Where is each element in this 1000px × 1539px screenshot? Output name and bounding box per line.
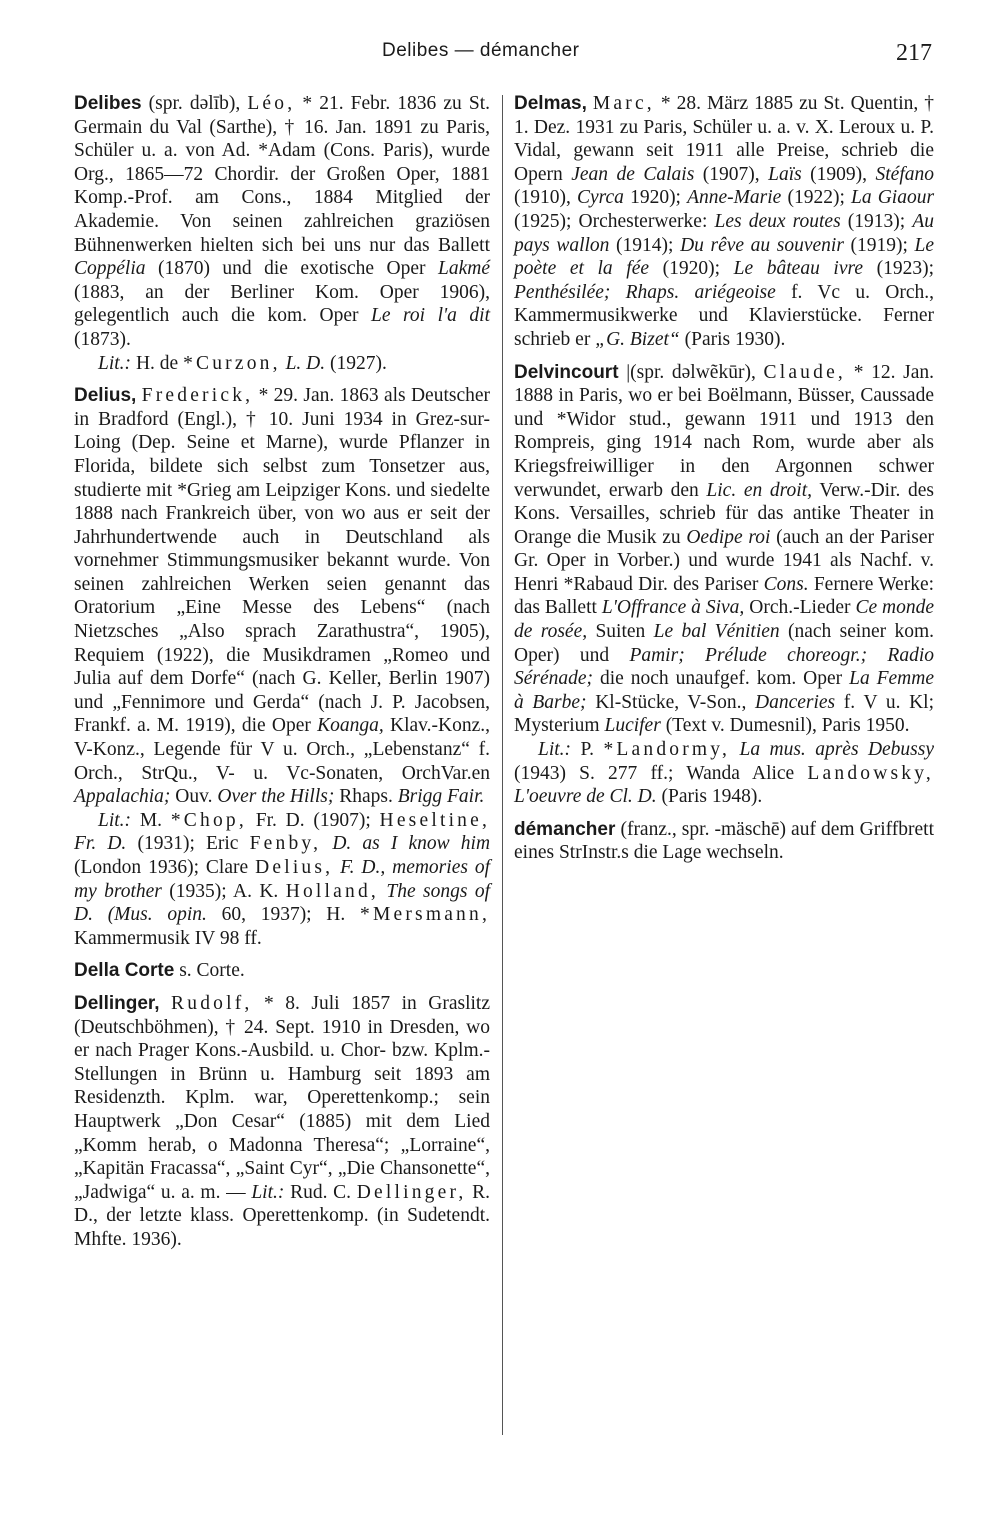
lit-text: (1927).: [330, 352, 387, 374]
right-column: [514, 92, 934, 874]
entry-della-corte: [74, 959, 490, 983]
work-title: Oedipe roi: [686, 526, 771, 548]
entry-text: Orch.-Lieder: [749, 597, 851, 619]
entry-text: (1909),: [810, 163, 868, 185]
lit-text: (London 1936); Clare: [74, 857, 249, 878]
work-title: Coppélia: [74, 258, 146, 280]
work-title: Anne-Marie: [687, 187, 782, 209]
entry-text: (1925); Orchesterwerke:: [514, 210, 708, 232]
literature: [74, 809, 490, 951]
work-title: Stéfano: [875, 163, 935, 185]
page-header: [0, 40, 1000, 76]
work-title: Cyrca: [577, 187, 624, 209]
lit-text: (1943) S. 277 ff.; Wanda Alice: [514, 762, 795, 784]
work-title: Du rêve au souvenir: [680, 234, 844, 256]
lit-work: L. D.: [285, 352, 326, 374]
work-title: Lic. en droit,: [706, 479, 812, 501]
headword: Della Corte: [74, 960, 175, 982]
entry-body: [514, 92, 934, 352]
headword: Dellinger,: [74, 992, 160, 1014]
entry-delibes: [74, 92, 490, 375]
entry-text: (franz., spr. -mäschē) auf dem Griffbrett eines StrInstr.s die Lage wechseln.: [514, 818, 935, 864]
work-title: Cons.: [763, 573, 809, 595]
entry-text: (1920);: [662, 258, 721, 280]
running-title: Delibes — démancher: [382, 40, 580, 61]
first-name: Frederick,: [141, 385, 254, 407]
entry-delius: [74, 384, 490, 950]
entry-delmas: [514, 92, 934, 352]
lit-text: R. D., der letzte klass. Operettenkomp. (in Sudetendt. Mhfte. 1936).: [74, 1181, 491, 1250]
work-title: Le bâteau ivre: [733, 258, 864, 280]
first-name: Rudolf,: [171, 992, 253, 1014]
work-title: Au pays wallon: [514, 210, 934, 256]
headword: Delius,: [74, 385, 137, 407]
page-number: 217: [896, 40, 932, 66]
work-title: Brigg Fair.: [397, 786, 485, 808]
lit-author: Landowsky,: [807, 762, 935, 784]
entry-body: [74, 959, 490, 983]
entry-text: (1883, an der Berliner Kom. Oper 1906), gelegentlich auch die kom. Oper: [74, 281, 490, 327]
lit-author: Holland,: [285, 880, 380, 902]
lit-text: (Paris 1948).: [661, 786, 763, 808]
lit-text: 60, 1937); H.: [221, 904, 346, 926]
lit-work: The songs of D.: [74, 880, 491, 926]
headword: Delvincourt: [514, 361, 619, 383]
work-title: Laïs: [768, 163, 802, 185]
lit-text: Fr. D. (1907);: [255, 809, 371, 831]
entry-text: Fernere Werke: das Ballett: [514, 573, 935, 619]
work-title: Les deux routes: [714, 210, 841, 232]
entry-text: Rhaps.: [339, 786, 393, 808]
headword: Delmas,: [514, 93, 587, 114]
work-title: L'Offrance à Siva,: [601, 597, 745, 619]
entry-text: * 21. Febr. 1836 zu St. Germain du Val (Sarthe), † 16. Jan. 1891 zu Paris, Schüler u. a. von Ad. *Adam (Cons. Paris), wurde Org., 1865—72 Chordir. der Großen Oper, 1881 Komp.-Prof. am Cons., 1884 Mitglied der Akademie. Von seinen zahlreichen graziösen Bühnenwerken hielten sich bei uns nur das Ballett: [74, 93, 490, 256]
lit-text: H. de: [135, 352, 179, 374]
entry-text: (1873).: [74, 328, 131, 350]
entry-body: [514, 818, 934, 865]
entry-delvincourt: [514, 361, 934, 809]
entry-text: f. Vc u. Orch., Kammermusikwerke und Klavierstücke. Ferner schrieb er: [514, 281, 934, 350]
entry-text: (1922);: [787, 187, 845, 209]
entry-body: [74, 992, 490, 1252]
entry-text: * 8. Juli 1857 in Graslitz (Deutschböhmen), † 24. Sept. 1910 in Dresden, wo er nach Prager Kons.-Ausbild. u. Chor- bzw. Kplm.-Stellungen in Brünn u. Hamburg seit 1893 am Residenzth. Kplm. war, Operettenkomp.; sein Hauptwerk „Don Cesar“ (1885) mit dem Lied „Komm herab, o Madonna Theresa“; „Lorraine“, „Kapitän Fracassa“, „Saint Cyr“, „Die Chansonette“, „Jadwiga“ u. a. m. —: [74, 992, 491, 1203]
lit-work: F. D., memories of my brother: [74, 857, 491, 902]
entry-text: (1913);: [847, 210, 906, 232]
entry-body: [74, 384, 490, 809]
work-title: Over the Hills;: [217, 786, 335, 808]
lit-label: Lit.:: [251, 1181, 285, 1203]
entry-text: (1923);: [876, 258, 935, 280]
entry-text: (1914);: [616, 234, 674, 256]
left-column: [74, 92, 490, 1261]
entry-text: Klav.-Konz., V-Konz., Legende für V u. Orch., „Lebenstanz“ f. Orch., StrQu., V- u. Vc-Sonaten, OrchVar.en: [74, 715, 491, 784]
entry-body: [74, 92, 490, 352]
lit-label: Lit.:: [538, 739, 572, 761]
entry-text: f. V u. Kl; Mysterium: [514, 691, 935, 737]
work-title: Jean de Calais: [571, 163, 695, 185]
lit-author: *Mersmann,: [360, 904, 491, 926]
headword: Delibes: [74, 93, 142, 114]
entry-text: (auch an der Pariser Gr. Oper in Vorber.) und wurde 1941 als Nachf. v. Henri *Rabaud Dir. des Pariser: [514, 526, 935, 595]
entry-text: (1919);: [850, 234, 908, 256]
lit-work: L'oeuvre de Cl. D.: [514, 786, 657, 808]
work-title: Lakmé: [438, 258, 490, 280]
lit-work: Fr. D.: [74, 833, 127, 855]
work-title: Penthésilée; Rhaps. ariégeoise: [514, 281, 776, 303]
pronunciation: |(spr. dəlwẽkūr),: [626, 361, 756, 383]
lit-work: La mus. après Debussy: [739, 739, 935, 761]
lit-text: (1931); Eric: [137, 833, 239, 855]
entry-text: 1920);: [630, 187, 681, 209]
entry-text: (Paris 1930).: [684, 328, 786, 350]
lit-text: P.: [580, 739, 595, 761]
first-name: Claude,: [763, 361, 847, 383]
column-divider: [502, 95, 503, 1435]
work-title: „G. Bizet“: [595, 328, 680, 350]
entry-text: (nach seiner kom. Oper) und: [514, 621, 935, 666]
lit-author: *Chop,: [170, 809, 247, 831]
work-title: La Giaour: [850, 187, 935, 209]
first-name: Marc,: [592, 93, 655, 114]
first-name: Léo,: [247, 93, 296, 114]
lit-author: Dellinger,: [356, 1181, 467, 1203]
work-title: Danceries: [754, 691, 836, 713]
work-title: Le poète et la fée: [514, 234, 935, 280]
lit-label: Lit.:: [98, 809, 132, 831]
lit-author: Heseltine,: [379, 809, 491, 831]
entry-body: [514, 361, 934, 739]
lit-author: *Curzon,: [183, 352, 281, 374]
work-title: Pamir; Prélude choreogr.; Radio Sérénade;: [514, 644, 934, 690]
work-title: Ce monde de rosée,: [514, 597, 935, 643]
lit-author: Delius,: [255, 857, 334, 878]
entry-text: Suiten: [595, 621, 646, 643]
lit-author: Fenby,: [249, 833, 322, 855]
entry-text: * 12. Jan. 1888 in Paris, wo er bei Boëlmann, Büsser, Caussade und *Widor stud., gewann 1911 und 1913 den Rompreis, ging 1914 nach Rom, wurde aber als Kriegsfreiwilliger in den Argonnen schwer verwundet, erwarb den: [514, 361, 935, 501]
entry-text: s. Corte.: [179, 960, 245, 982]
headword: démancher: [514, 818, 616, 840]
lit-text: Rud. C.: [290, 1181, 352, 1203]
work-title: Le bal Vénitien: [653, 621, 780, 643]
lit-text: M.: [139, 809, 163, 831]
entry-text: (1870) und die exotische Oper: [157, 258, 426, 280]
entry-text: (1910),: [514, 187, 571, 209]
work-title: Le roi l'a dit: [371, 305, 491, 327]
entry-text: * 28. März 1885 zu St. Quentin, † 1. Dez. 1931 zu Paris, Schüler u. a. v. X. Leroux u. P. Vidal, gewann seit 1911 alle Preise, schrieb die Opern: [514, 93, 934, 185]
literature: [514, 738, 934, 809]
literature: [74, 352, 490, 376]
entry-text: Ouv.: [175, 786, 213, 808]
work-title: La Femme à Barbe;: [514, 668, 935, 713]
entry-text: Kl-Stücke, V-Son.,: [595, 691, 747, 713]
lit-author: *Landormy,: [603, 739, 731, 761]
entry-text: (Text v. Dumesnil), Paris 1950.: [665, 715, 910, 737]
pronunciation: (spr. dəlīb),: [148, 93, 241, 114]
entry-text: Verw.-Dir. des Kons. Versailles, schrieb für das antike Theater in Orange die Musik zu: [514, 479, 935, 548]
entry-dellinger: [74, 992, 490, 1252]
work-title: Appalachia;: [74, 786, 171, 808]
lit-label: Lit.:: [98, 352, 132, 374]
entry-text: die noch unaufgef. kom. Oper: [600, 668, 843, 690]
lit-work: (Mus. opin.: [107, 904, 207, 926]
lit-work: D. as I know him: [332, 833, 491, 855]
lit-text: Kammermusik IV 98 ff.: [74, 927, 262, 949]
work-title: Koanga,: [317, 715, 384, 737]
lit-text: (1935); A. K.: [169, 880, 279, 902]
entry-text: (1907),: [702, 163, 760, 185]
entry-text: * 29. Jan. 1863 als Deutscher in Bradford (Engl.), † 10. Juni 1934 in Grez-sur-Loing (Dep. Seine et Marne), wurde Pflanzer in Florida, bildete sich selbst zum Tonsetzer aus, studierte mit *Grieg am Leipziger Kons. und siedelte 1888 nach Frankreich über, von wo aus er seit der Jahrhundertwende auch in Deutschland als vornehmer Stimmungsmusiker bekannt wurde. Von seinen zahlreichen Werken seien genannt das Oratorium „Eine Messe des Lebens“ (nach Nietzsches „Also sprach Zarathustra“, 1905), Requiem (1922), die Musikdramen „Romeo und Julia auf dem Dorfe“ (nach G. Keller, Berlin 1907) und „Fennimore und Gerda“ (nach J. P. Jacobsen, Frankf. a. M. 1919), die Oper: [74, 385, 491, 737]
entry-demancher: [514, 818, 934, 865]
work-title: Lucifer: [604, 715, 661, 737]
